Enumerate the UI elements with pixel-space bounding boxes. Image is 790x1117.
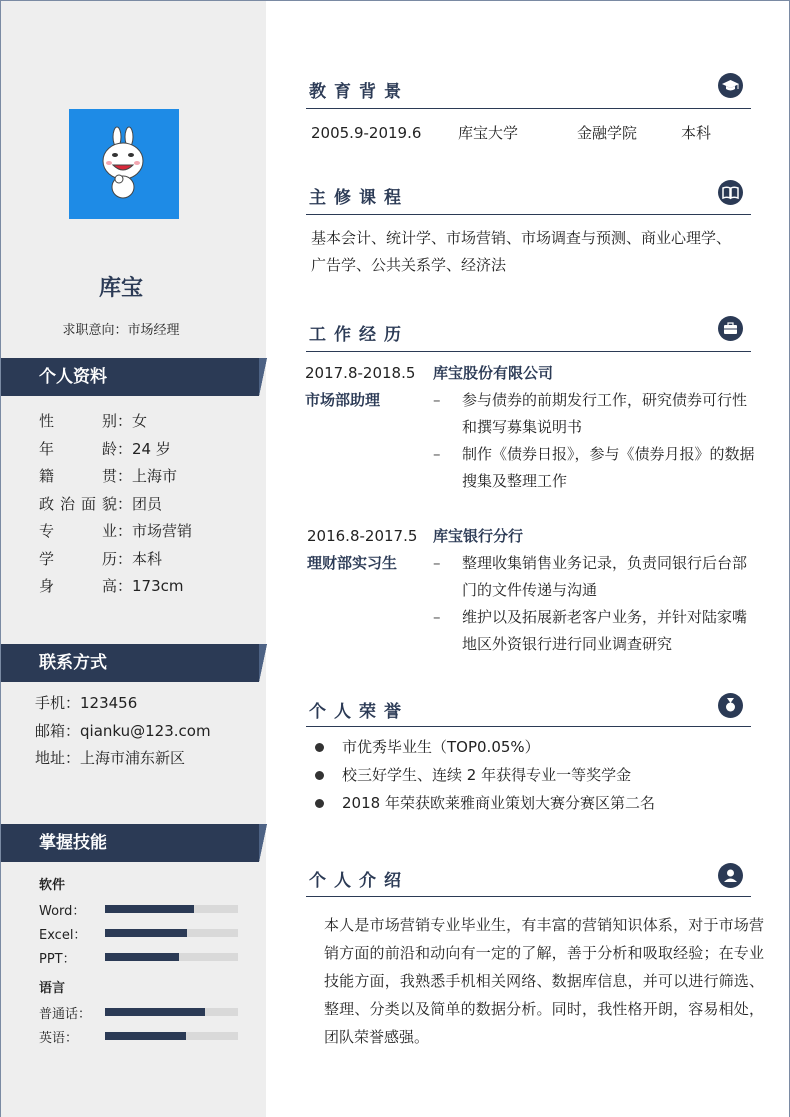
job-company: 库宝银行分行 [433,527,524,545]
ribbon-fold [259,358,267,396]
section-header-personal [1,358,259,396]
section-title-about: 个人介绍 [309,871,409,891]
personal-info-list [39,408,192,601]
info-key: 专业 [39,522,117,540]
job-period: 2016.8-2017.5 [307,527,418,545]
job-role: 理财部实习生 [307,554,398,572]
graduation-cap-icon [718,73,743,98]
skill-label: Excel： [39,927,87,943]
avatar [69,109,179,219]
honor-item: 市优秀毕业生（TOP0.05%） [313,733,655,761]
job-duties [433,387,761,495]
skill-category: 软件 [39,878,66,893]
skill-bar [105,1032,238,1040]
skill-label: Word： [39,903,86,919]
education-degree: 本科 [681,124,712,142]
skill-row [39,1000,238,1024]
section-title: 个人资料 [39,367,107,387]
education-school: 库宝大学 [458,124,519,142]
skill-bar-fill [105,929,187,937]
skill-bar [105,953,238,961]
skill-label: 英语： [39,1030,79,1046]
briefcase-icon [718,316,743,341]
info-row-hometown: 籍贯 ： 上海市 [39,463,192,491]
info-row-political: 政治面貌 ： 团员 [39,491,192,519]
contact-phone: 手机：123456 [35,694,138,712]
section-title: 联系方式 [39,653,107,673]
info-value: 女 [132,412,148,430]
honor-item: 2018 年荣获欧莱雅商业策划大赛分赛区第二名 [313,789,655,817]
info-value: 上海市 [132,467,178,485]
contact-address: 地址：上海市浦东新区 [35,749,186,767]
info-value: 团员 [132,494,163,513]
info-key: 学历 [39,549,117,568]
info-value: 24 岁 [132,439,171,458]
contact-email: 邮箱：qianku@123.com [35,721,211,740]
section-divider [306,726,751,727]
info-value: 173cm [132,577,184,595]
courses-line-2: 广告学、公共关系学、经济法 [311,256,507,274]
cartoon-rabbit-icon [69,109,179,219]
info-value: 本科 [132,549,163,568]
skill-group-language [39,977,238,1048]
education-period: 2005.9-2019.6 [311,124,422,142]
book-icon [718,180,743,205]
section-title-work: 工作经历 [309,325,409,345]
skill-row [39,945,238,969]
info-value: 市场营销 [132,522,193,540]
job-intent: 求职意向：市场经理 [62,323,180,338]
honor-item: 校三好学生、连续 2 年获得专业一等奖学金 [313,761,655,789]
candidate-name: 库宝 [98,276,143,301]
skill-bar [105,929,238,937]
skill-row [39,1024,238,1048]
info-row-gender: 性别 ： 女 [39,408,192,436]
job-role: 市场部助理 [305,391,381,409]
courses-line-1: 基本会计、统计学、市场营销、市场调查与预测、商业心理学、 [311,229,732,247]
skill-label: 普通话： [39,1006,92,1022]
skill-row [39,921,238,945]
job-period: 2017.8-2018.5 [305,364,416,382]
contact-list [35,690,211,773]
section-title-education: 教育背景 [309,82,409,102]
section-divider [306,896,751,897]
skill-group-software [39,874,238,969]
honor-list [313,733,655,817]
section-divider [306,108,751,109]
job-duty: – 参与债券的前期发行工作，研究债券可行性和撰写募集说明书 [433,387,761,441]
info-key: 身高 [39,577,117,595]
section-title-courses: 主修课程 [309,188,409,208]
ribbon-fold [259,644,267,682]
info-key: 性别 [39,412,117,430]
skill-bar-fill [105,905,194,913]
education-college: 金融学院 [577,124,638,142]
ribbon-fold [259,824,267,862]
section-title-honors: 个人荣誉 [309,702,409,722]
section-header-contact [1,644,259,682]
about-text: 本人是市场营销专业毕业生，有丰富的营销知识体系，对于市场营销方面的前沿和动向有一定的了解，善于分析和吸取经验；在专业技能方面，我熟悉手机相关网络、数据库信息，并可以进行筛选、整理、分类以及简单的数据分析。同时，我性格开朗，容易相处，团队荣誉感强。 [324,916,764,1046]
skill-category: 语言 [39,981,66,996]
section-header-skills [1,824,259,862]
skill-label: PPT： [39,951,76,967]
person-icon [718,863,743,888]
section-divider [306,214,751,215]
sidebar [1,1,266,1117]
info-row-degree: 学历 ： 本科 [39,546,192,574]
info-row-major: 专业 ： 市场营销 [39,518,192,546]
section-title: 掌握技能 [39,833,107,853]
skill-bar-fill [105,1032,186,1040]
section-divider [306,351,751,352]
job-company: 库宝股份有限公司 [433,364,554,382]
medal-icon [718,693,743,718]
skill-bar [105,1008,238,1016]
job-duties [433,550,761,658]
info-row-height: 身高 ： 173cm [39,573,192,601]
job-duty: – 维护以及拓展新老客户业务，并针对陆家嘴地区外资银行进行同业调查研究 [433,604,761,658]
job-duty: – 整理收集销售业务记录，负责同银行后台部门的文件传递与沟通 [433,550,761,604]
skill-bar-fill [105,953,179,961]
skill-bar [105,905,238,913]
job-duty: – 制作《债券日报》，参与《债券月报》的数据搜集及整理工作 [433,441,761,495]
info-row-age: 年龄 ： 24 岁 [39,436,192,464]
skill-bar-fill [105,1008,205,1016]
skill-row [39,897,238,921]
info-key: 籍贯 [39,467,117,485]
info-key: 年龄 [39,439,117,458]
info-key: 政治面貌 [39,494,117,513]
